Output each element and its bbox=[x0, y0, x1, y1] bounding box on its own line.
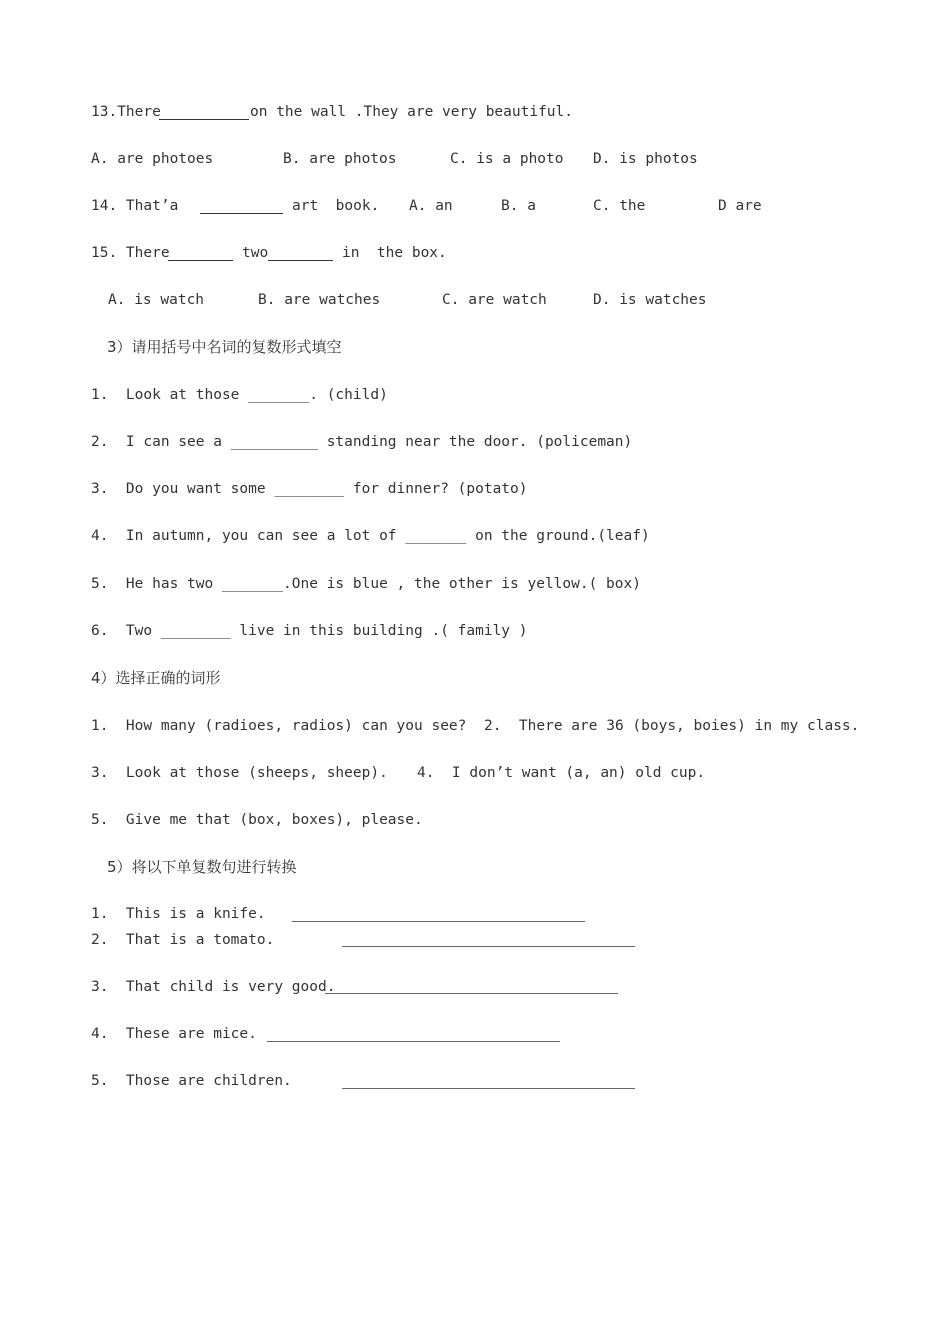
answer-blank[interactable] bbox=[200, 213, 283, 214]
question-13-options bbox=[91, 149, 791, 169]
question-15-lead: 15. There bbox=[91, 245, 170, 261]
fill-item-5: 5. He has two _______.One is blue , the other is yellow.( box) bbox=[91, 576, 641, 592]
answer-line[interactable] bbox=[325, 993, 618, 994]
section-4-heading: 4）选择正确的词形 bbox=[91, 669, 221, 687]
option-d: D. is watches bbox=[593, 292, 707, 308]
answer-line[interactable] bbox=[267, 1041, 560, 1042]
choice-item-4: 4. I don’t want (a, an) old cup. bbox=[417, 765, 706, 781]
option-a: A. are photoes bbox=[91, 151, 214, 167]
question-15-options bbox=[108, 290, 808, 310]
answer-blank[interactable] bbox=[159, 119, 249, 120]
question-13-lead: 13.There bbox=[91, 104, 161, 120]
convert-item-5: 5. Those are children. bbox=[91, 1073, 292, 1089]
convert-item-4: 4. These are mice. bbox=[91, 1026, 257, 1042]
question-15-mid: two bbox=[242, 245, 269, 261]
question-14-after: art book. bbox=[292, 198, 380, 214]
fill-item-2: 2. I can see a __________ standing near the door. (policeman) bbox=[91, 434, 633, 450]
option-b: B. are photos bbox=[283, 151, 397, 167]
fill-item-3: 3. Do you want some ________ for dinner? (potato) bbox=[91, 481, 528, 497]
option-c: C. the bbox=[593, 198, 646, 214]
option-c: C. is a photo bbox=[450, 151, 564, 167]
question-15 bbox=[91, 243, 791, 263]
option-c: C. are watch bbox=[442, 292, 547, 308]
question-13-rest: on the wall .They are very beautiful. bbox=[250, 104, 574, 120]
question-15-rest: in the box. bbox=[342, 245, 447, 261]
section-3-heading: 3）请用括号中名词的复数形式填空 bbox=[107, 338, 342, 356]
question-14-lead: 14. That’a bbox=[91, 198, 179, 214]
section-5-heading: 5）将以下单复数句进行转换 bbox=[107, 858, 297, 876]
answer-line[interactable] bbox=[292, 921, 585, 922]
question-14 bbox=[91, 196, 811, 216]
answer-line[interactable] bbox=[342, 1088, 635, 1089]
option-d: D. is photos bbox=[593, 151, 698, 167]
fill-item-4: 4. In autumn, you can see a lot of _______ on the ground.(leaf) bbox=[91, 528, 650, 544]
answer-blank[interactable] bbox=[168, 260, 233, 261]
choice-item-2: 2. There are 36 (boys, boies) in my class. bbox=[484, 718, 860, 734]
option-a: A. is watch bbox=[108, 292, 205, 308]
convert-item-3: 3. That child is very good. bbox=[91, 979, 336, 995]
fill-item-6: 6. Two ________ live in this building .( family ) bbox=[91, 623, 528, 639]
option-b: B. a bbox=[501, 198, 536, 214]
option-b: B. are watches bbox=[258, 292, 381, 308]
option-d: D are bbox=[718, 198, 762, 214]
fill-item-1: 1. Look at those _______. (child) bbox=[91, 387, 388, 403]
option-a: A. an bbox=[409, 198, 453, 214]
question-13 bbox=[91, 102, 791, 122]
convert-item-2: 2. That is a tomato. bbox=[91, 932, 275, 948]
convert-item-1: 1. This is a knife. bbox=[91, 906, 266, 922]
choice-item-3: 3. Look at those (sheeps, sheep). bbox=[91, 765, 388, 781]
answer-blank[interactable] bbox=[268, 260, 333, 261]
choice-item-5: 5. Give me that (box, boxes), please. bbox=[91, 812, 423, 828]
answer-line[interactable] bbox=[342, 946, 635, 947]
choice-item-1: 1. How many (radioes, radios) can you see? bbox=[91, 718, 467, 734]
